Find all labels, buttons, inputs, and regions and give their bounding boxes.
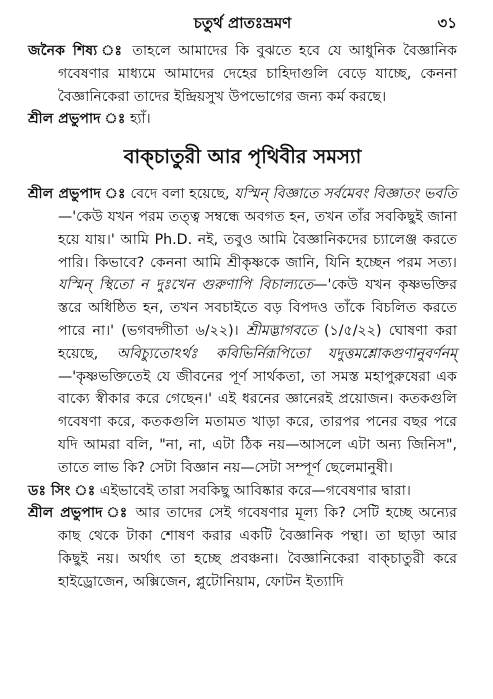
running-title: চতুর্থ প্রাতঃভ্রমণ	[193, 14, 292, 32]
dialogue-text: —'কেউ যখন কৃষ্ণভক্তির স্তরে অধিষ্ঠিত হন, তখন সবচাইতে বড় বিপদও তাঁকে বিচলিত করতে পারে না।' (ভগবদ্গীতা ৬/২২)।	[58, 277, 457, 339]
sanskrit-quote: যস্মিন্ বিজ্ঞাতে সর্বমেবং বিজ্ঞাতং ভবতি	[234, 186, 458, 203]
dialogue-prabhupada-3	[28, 502, 457, 593]
dialogue-dr-singh	[28, 480, 457, 503]
dialogue-text: বেদে বলা হয়েছে,	[130, 186, 230, 203]
dialogue-text: এইভাবেই তারা সবকিছু আবিষ্কার করে—গবেষণার দ্বারা।	[99, 482, 411, 499]
dialogue-text: আর তাদের সেই গবেষণার মূল্য কি? সেটি হচ্ছে অন্যের কাছ থেকে টাকা শোষণ করার একটি বৈজ্ঞানিক পন্থা। তা ছাড়া আর কিছুই নয়। অর্থাৎ তা হচ্ছে প্রবঞ্চনা। বৈজ্ঞানিকেরা বাক্‌চাতুরী করে হাইড্রোজেন, অক্সিজেন, প্লুটোনিয়াম, ফোটন ইত্যাদি	[58, 505, 457, 590]
sanskrit-quote: যস্মিন্ স্থিতো ন দুঃখেন গুরুণাপি বিচাল্যতে	[58, 277, 314, 294]
section-heading: বাক্‌চাতুরী আর পৃথিবীর সমস্যা	[123, 145, 362, 169]
speaker-label: জনৈক শিষ্য ঃ	[28, 43, 125, 59]
running-header	[28, 0, 457, 40]
speaker-label: শ্রীল প্রভুপাদ ঃ	[28, 186, 126, 203]
dialogue-disciple	[28, 40, 457, 108]
dialogue-prabhupada-2	[28, 183, 457, 479]
dialogue-text: (১/৫/২২) ঘোষণা করা হয়েছে,	[58, 322, 457, 362]
dialogue-prabhupada-1	[28, 108, 457, 131]
dialogue-text: —'কৃষ্ণভক্তিতেই যে জীবনের পূর্ণ সার্থকতা, তা সমস্ত মহাপুরুষেরা এক বাক্যে স্বীকার করে গেছেন।' এই ধরনের জ্ঞানেরই প্রয়োজন। কতকগুলি গবেষণা করে, কতকগুলি মতামত খাড়া করে, তারপর পনের বছর পরে যদি আমরা বলি, "না, না, এটা ঠিক নয়—আসলে এটা অন্য জিনিস", তাতে লাভ কি? সেটা বিজ্ঞান নয়—সেটা সম্পূর্ণ ছেলেমানুষী।	[58, 368, 457, 476]
sanskrit-quote: অবিচ্যুতোঽর্থঃ কবিভির্নিরূপিতো যদুত্তমশ্লোকগুণানুবর্ণনম্	[116, 345, 457, 362]
speaker-label: ডঃ সিং ঃ	[28, 482, 96, 499]
scripture-title: শ্রীমদ্ভাগবতে	[245, 322, 317, 339]
dialogue-text: —'কেউ যখন পরম তত্ত্ব সম্বন্ধে অবগত হন, তখন তাঁর সবকিছুই জানা হয়ে যায়।' আমি Ph.D. নই, তবুও আমি বৈজ্ঞানিকদের চ্যালেঞ্জ করতে পারি। কিভাবে? কেননা আমি শ্রীকৃষ্ণকে জানি, যিনি হচ্ছেন পরম সত্য।	[58, 208, 457, 271]
dialogue-text: হ্যাঁ।	[129, 111, 151, 128]
page-number: ৩১	[437, 14, 457, 32]
speaker-label: শ্রীল প্রভুপাদ ঃ	[28, 111, 126, 128]
dialogue-text: তাহলে আমাদের কি বুঝতে হবে যে আধুনিক বৈজ্ঞানিক গবেষণার মাধ্যমে আমাদের দেহের চাহিদাগুলি বেড়ে যাচ্ছে, কেননা বৈজ্ঞানিকেরা তাদের ইন্দ্রিয়সুখ উপভোগের জন্য কর্ম করছে।	[58, 43, 458, 105]
speaker-label: শ্রীল প্রভুপাদ ঃ	[28, 505, 130, 522]
